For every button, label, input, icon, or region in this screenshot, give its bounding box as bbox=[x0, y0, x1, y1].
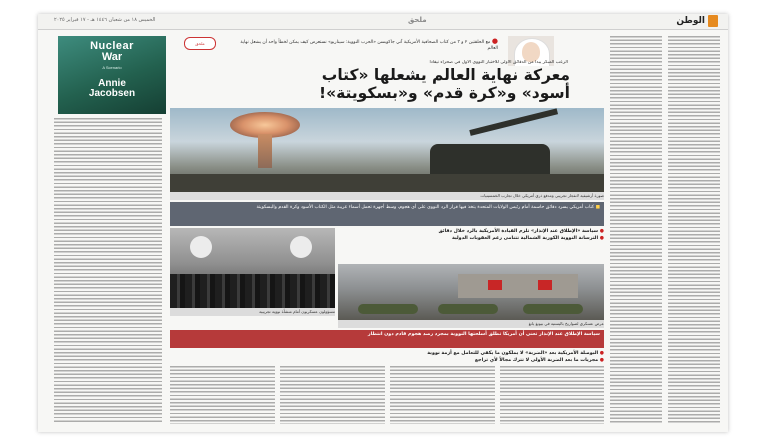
photo-crowd bbox=[170, 274, 335, 308]
author-face bbox=[522, 42, 540, 62]
article-deck bbox=[238, 38, 498, 52]
book-title-line2: War bbox=[101, 51, 123, 63]
book-title-line1: Nuclear bbox=[90, 40, 134, 52]
article-kicker: الرعب المبكر يبدأ من الدقائق الأولى للاختبار النووي الأول في صحراء نيفادا bbox=[429, 60, 568, 65]
right-photo-caption: عرض عسكري لصواريخ باليستية في بيونغ يانغ bbox=[338, 320, 604, 328]
body-text-column bbox=[500, 366, 604, 424]
bullet-icon: ● bbox=[598, 358, 604, 363]
article-headline bbox=[170, 66, 570, 103]
photo-ground bbox=[170, 174, 604, 192]
highlight-band: سياسة الإطلاق عند الإنذار تعني أن أمريكا تطلق أسلحتها النووية بمجرد رصد هجوم قادم دون انتظار bbox=[170, 330, 604, 348]
photo-officials bbox=[170, 228, 335, 308]
summary-text: كتاب أمريكي يسرد دقائق حاسمة أمام رئيس الولايات المتحدة يتخذ فيها قرار الرد النووي على أي هجوم، وسط أجهزة تحمل أسماء غريبة مثل الكتاب الأسود وكرة القدم والبسكويتة bbox=[256, 205, 595, 210]
logo-mark-icon bbox=[708, 15, 718, 27]
summary-bullet-icon: ■ bbox=[594, 205, 600, 210]
section-title: ملحق bbox=[408, 16, 427, 24]
bottom-bullets bbox=[170, 350, 604, 364]
bottom-bullet-item: ● مجريات ما بعد الضربة الأولى لا تترك مجالاً لأي تراجع bbox=[474, 358, 604, 363]
book-cover bbox=[58, 36, 166, 114]
book-author-line1: Annie bbox=[98, 78, 126, 89]
photo-military-parade bbox=[338, 264, 604, 320]
newspaper-logo bbox=[676, 15, 718, 27]
main-photo-caption: صورة أرشيفية لانفجار تجريبي ومدفع ذري أمريكي خلال تجارب الخمسينيات bbox=[170, 192, 604, 200]
headline-line1: معركة نهاية العالم يشعلها «كتاب bbox=[321, 66, 570, 84]
newspaper-page bbox=[38, 14, 728, 432]
right-bullet-item: ● سياسة «الإطلاق عند الإنذار» تلزم القيادة الأمريكية بالرد خلال دقائق bbox=[438, 229, 604, 234]
body-text-column-left bbox=[54, 118, 162, 424]
right-bullets bbox=[338, 228, 604, 242]
book-author-line2: Jacobsen bbox=[88, 88, 136, 99]
missile-launcher bbox=[523, 304, 583, 314]
body-text-column bbox=[170, 366, 275, 424]
mushroom-stem bbox=[258, 134, 272, 168]
parade-flag bbox=[488, 280, 502, 290]
parade-flag bbox=[538, 280, 552, 290]
bullet-icon: ● bbox=[598, 229, 604, 234]
dateline: الخميس ١٨ من شعبان ١٤٤٦ هـ - ١٧ فبراير ٢٠٢٥ bbox=[54, 17, 156, 23]
deck-text: مع الحلقتين ٢ و ٣ من كتاب الصحافية الأمريكية آني جاكوبسن «الحرب النووية: سيناريو» نستعرض كيف يمكن لخطأ واحد أن يشعل نهاية العالم bbox=[240, 40, 498, 51]
newspaper-name: الوطن bbox=[676, 16, 705, 26]
photo-dome bbox=[190, 236, 212, 258]
main-photo-nuclear-test bbox=[170, 108, 604, 192]
supplement-stamp: ملحق bbox=[184, 37, 216, 50]
bullet-icon: ● bbox=[598, 351, 604, 356]
missile-launcher bbox=[438, 304, 498, 314]
missile-launcher bbox=[358, 304, 418, 314]
photo-dome bbox=[290, 236, 312, 258]
bottom-bullet-item: ● البوصلة الأمريكية بعد «الضربة» لا يملكون ما يكفي للتعامل مع أزمة نووية bbox=[427, 351, 604, 356]
bullet-icon: ● bbox=[598, 236, 604, 241]
right-bullet-item: ● الترسانة النووية الكورية الشمالية تتنامى رغم العقوبات الدولية bbox=[451, 236, 604, 241]
deck-bullet-icon: ● bbox=[491, 37, 498, 45]
body-text-column-right bbox=[610, 36, 662, 424]
body-text-column bbox=[390, 366, 495, 424]
parade-building bbox=[458, 274, 578, 298]
page-header-strip bbox=[38, 14, 728, 30]
body-text-column-right bbox=[668, 36, 720, 424]
body-text-column bbox=[280, 366, 385, 424]
summary-band bbox=[170, 202, 604, 226]
atomic-cannon-barrel bbox=[469, 108, 558, 136]
left-photo-caption: مسؤولون عسكريون أمام منشأة نووية تجريبية bbox=[170, 308, 335, 316]
book-subtitle: A Scenario bbox=[102, 65, 122, 70]
headline-line2: أسود» و«كرة قدم» و«بسكويتة»! bbox=[319, 84, 570, 102]
